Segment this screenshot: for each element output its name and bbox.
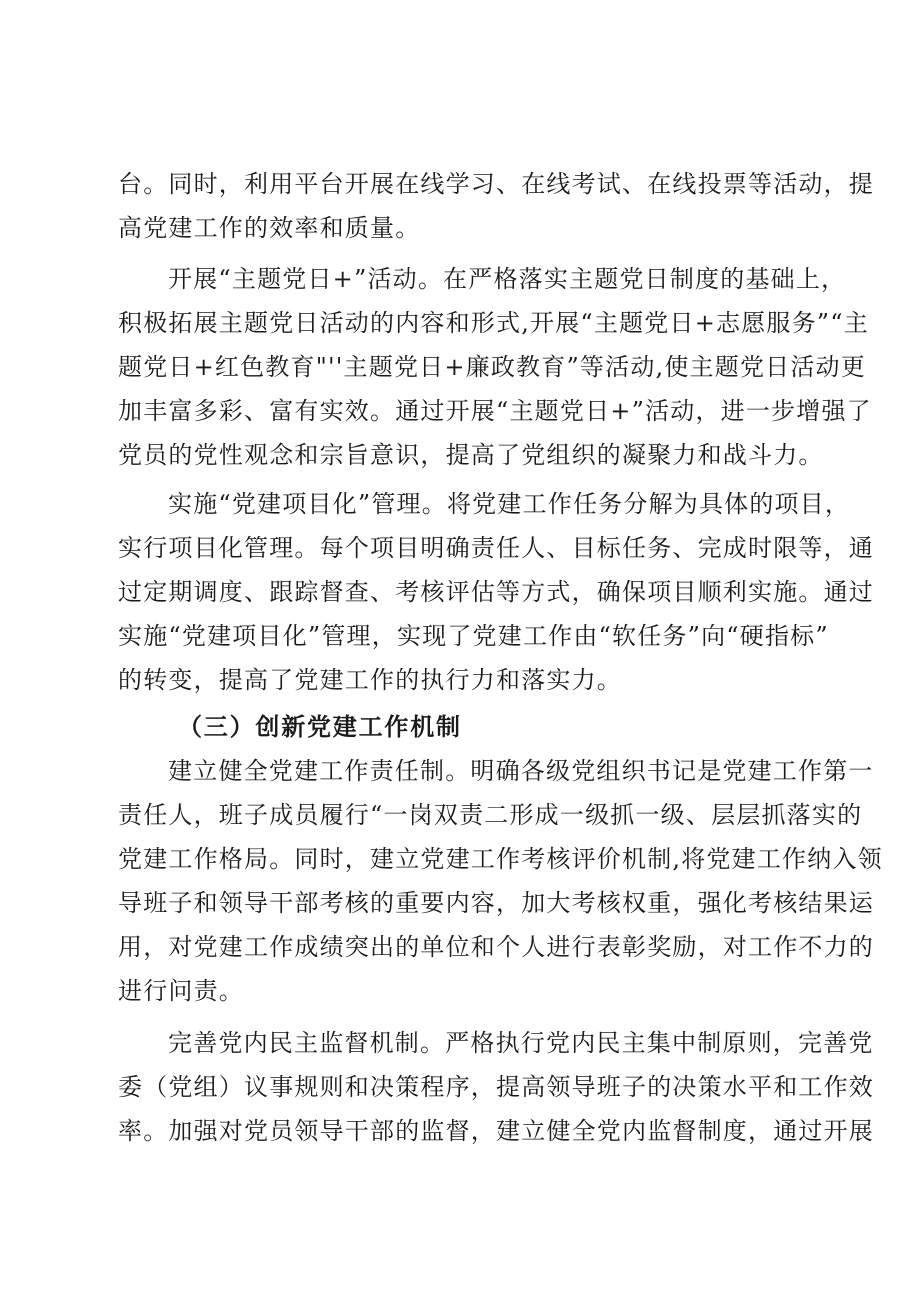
text-line: 的转变，提高了党建工作的执行力和落实力。	[118, 666, 622, 694]
text-line: 题党日+红色教育"''主题党日+廉政教育”等活动,使主题党日活动更	[118, 353, 866, 381]
text-line: 实行项目化管理。每个项目明确责任人、目标任务、完成时限等，通	[118, 534, 874, 562]
paragraph-start-line: 建立健全党建工作责任制。明确各级党组织书记是党建工作第一	[168, 757, 874, 785]
text-line: 加丰富多彩、富有实效。通过开展“主题党日+”活动，进一步增强了	[118, 397, 872, 425]
text-line: 积极拓展主题党日活动的内容和形式,开展“主题党日+志愿服务”“主	[118, 309, 869, 337]
text-line: 率。加强对党员领导干部的监督，建立健全党内监督制度，通过开展	[118, 1117, 874, 1145]
text-line: 责任人，班子成员履行“一岗双责二形成一级抓一级、层层抓落实的	[118, 801, 863, 829]
text-line: 过定期调度、跟踪督查、考核评估等方式，确保项目顺利实施。通过	[118, 578, 874, 606]
text-line: 党员的党性观念和宗旨意识，提高了党组织的凝聚力和战斗力。	[118, 441, 824, 469]
text-line: 党建工作格局。同时，建立党建工作考核评价机制,将党建工作纳入领	[118, 845, 883, 873]
text-line: 台。同时，利用平台开展在线学习、在线考试、在线投票等活动，提	[118, 170, 874, 198]
paragraph-start-line: 完善党内民主监督机制。严格执行党内民主集中制原则，完善党	[168, 1029, 874, 1057]
text-line: 高党建工作的效率和质量。	[118, 214, 421, 242]
text-line: 进行问责。	[118, 977, 244, 1005]
section-heading: （三）创新党建工作机制	[178, 712, 462, 741]
text-line: 用，对党建工作成绩突出的单位和个人进行表彰奖励，对工作不力的	[118, 933, 874, 961]
text-line: 实施“党建项目化”管理，实现了党建工作由“软任务”向“硬指标”	[118, 622, 829, 650]
paragraph-start-line: 开展“主题党日+”活动。在严格落实主题党日制度的基础上，	[168, 265, 847, 293]
text-line: 委（党组）议事规则和决策程序，提高领导班子的决策水平和工作效	[118, 1073, 874, 1101]
text-line: 导班子和领导干部考核的重要内容，加大考核权重，强化考核结果运	[118, 889, 874, 917]
paragraph-start-line: 实施“党建项目化”管理。将党建工作任务分解为具体的项目，	[168, 490, 851, 518]
